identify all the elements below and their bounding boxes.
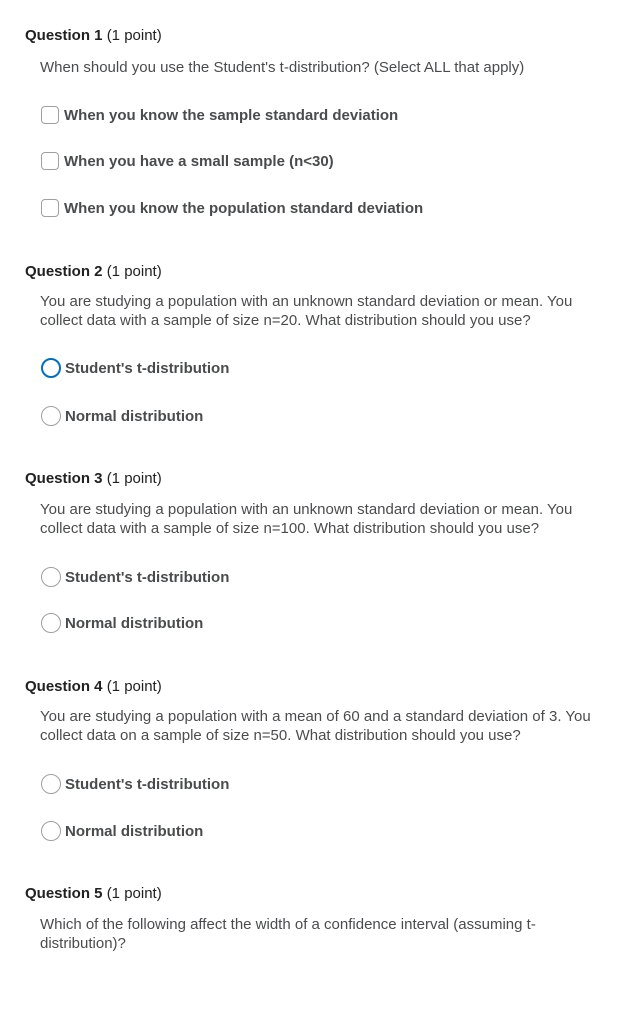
option-label: Student's t-distribution [65, 775, 230, 793]
option-label: When you have a small sample (n<30) [64, 152, 334, 170]
option-label: Student's t-distribution [65, 568, 230, 586]
question-text: You are studying a population with an unknown standard deviation or mean. You collect data with a sample of size n=100. What distribution should you use? [40, 501, 573, 537]
checkbox[interactable] [41, 152, 59, 170]
question-text: You are studying a population with an unknown standard deviation or mean. You collect data with a sample of size n=20. What distribution should you use? [40, 293, 573, 329]
q4-option-t-distribution[interactable] [41, 773, 229, 795]
option-label: Normal distribution [65, 822, 204, 840]
question-points: (1 point) [106, 678, 162, 695]
question-title: Question 3 [25, 470, 103, 487]
q4-option-normal-distribution[interactable] [41, 820, 203, 842]
radio-button[interactable] [41, 774, 61, 794]
q2-option-t-distribution[interactable] [41, 357, 229, 379]
question-points: (1 point) [106, 27, 162, 44]
question-title: Question 1 [25, 27, 103, 44]
q1-option-population-sd[interactable] [41, 197, 423, 219]
question-text: You are studying a population with a mean of 60 and a standard deviation of 3. You collect data on a sample of size n=50. What distribution should you use? [40, 708, 591, 744]
q1-option-sample-sd[interactable] [41, 104, 398, 126]
q2-option-normal-distribution[interactable] [41, 405, 203, 427]
question-title: Question 2 [25, 263, 103, 280]
question-text: Which of the following affect the width of a confidence interval (assuming t-distribution)? [40, 916, 536, 952]
question-3-header [25, 470, 162, 488]
question-title: Question 5 [25, 885, 103, 902]
question-4-header [25, 678, 162, 696]
q1-option-small-sample[interactable] [41, 150, 334, 172]
question-points: (1 point) [106, 263, 162, 280]
question-title: Question 4 [25, 678, 103, 695]
question-2-header [25, 263, 162, 281]
checkbox[interactable] [41, 199, 59, 217]
radio-button[interactable] [41, 358, 61, 378]
radio-button[interactable] [41, 406, 61, 426]
question-points: (1 point) [106, 885, 162, 902]
radio-button[interactable] [41, 821, 61, 841]
q3-option-normal-distribution[interactable] [41, 612, 203, 634]
option-label: When you know the sample standard deviation [64, 106, 399, 124]
question-text: When should you use the Student's t-distribution? (Select ALL that apply) [40, 59, 525, 76]
option-label: Student's t-distribution [65, 359, 230, 377]
question-5-header [25, 885, 162, 903]
option-label: Normal distribution [65, 407, 204, 425]
option-label: Normal distribution [65, 614, 204, 632]
radio-button[interactable] [41, 613, 61, 633]
question-points: (1 point) [106, 470, 162, 487]
option-label: When you know the population standard deviation [64, 199, 424, 217]
question-1-header [25, 27, 162, 45]
radio-button[interactable] [41, 567, 61, 587]
q3-option-t-distribution[interactable] [41, 566, 229, 588]
checkbox[interactable] [41, 106, 59, 124]
